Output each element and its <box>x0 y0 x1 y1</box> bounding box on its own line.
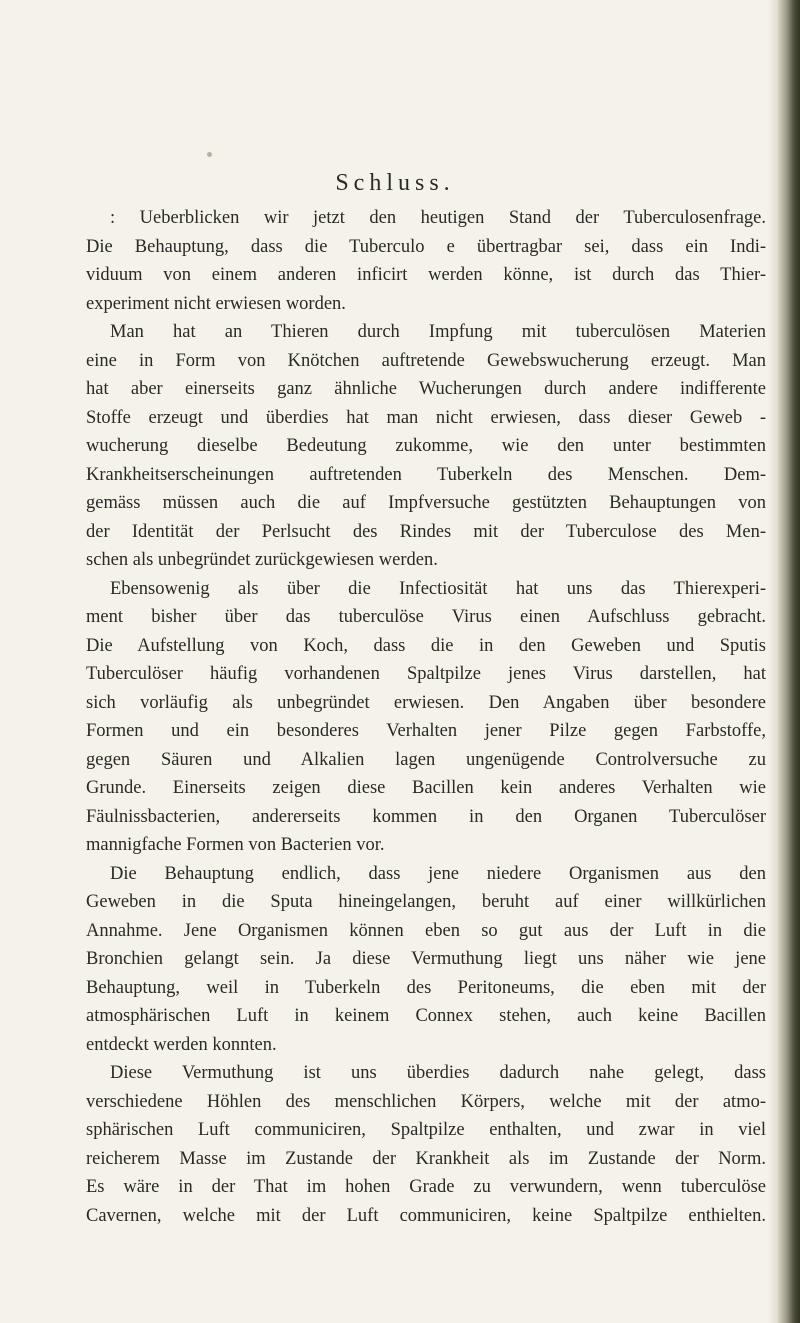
text-line: Formen und ein besonderes Verhalten jener Pilze gegen Farbstoffe, <box>86 721 766 741</box>
text-line: Behauptung, weil in Tuberkeln des Peritoneums, die eben mit der <box>86 977 766 998</box>
text-line: Man hat an Thieren durch Impfung mit tuberculösen Materien <box>110 322 766 342</box>
text-line: ment bisher über das tuberculöse Virus einen Aufschluss gebracht. <box>86 607 766 627</box>
text-line: Bronchien gelangt sein. Ja diese Vermuthung liegt uns näher wie jene <box>86 949 766 969</box>
text-line: : Ueberblicken wir jetzt den heutigen Stand der Tuberculosenfrage. <box>110 208 766 228</box>
page-shadow <box>768 0 778 1323</box>
text-line: verschiedene Höhlen des menschlichen Körpers, welche mit der atmo- <box>86 1091 766 1112</box>
text-line: Cavernen, welche mit der Luft communiciren, keine Spaltpilze enthielten. <box>86 1205 766 1226</box>
text-line: Es wäre in der That im hohen Grade zu verwundern, wenn tuberculöse <box>86 1177 766 1197</box>
body-text <box>86 204 766 1230</box>
text-line: Geweben in die Sputa hineingelangen, beruht auf einer willkürlichen <box>86 892 766 912</box>
text-line: Ebensowenig als über die Infectiosität hat uns das Thierexperi- <box>110 578 766 599</box>
text-line: Die Behauptung endlich, dass jene niedere Organismen aus den <box>110 863 766 884</box>
text-line: Die Aufstellung von Koch, dass die in den Geweben und Sputis <box>86 635 766 656</box>
text-line: der Identität der Perlsucht des Rindes mit der Tuberculose des Men- <box>86 521 766 542</box>
text-line: Die Behauptung, dass die Tuberculo e übertragbar sei, dass ein Indi- <box>86 236 766 257</box>
text-line: Stoffe erzeugt und überdies hat man nicht erwiesen, dass dieser Geweb - <box>86 407 766 428</box>
text-line: sphärischen Luft communiciren, Spaltpilze enthalten, und zwar in viel <box>86 1120 766 1140</box>
text-line: hat aber einerseits ganz ähnliche Wucherungen durch andere indifferente <box>86 379 766 399</box>
text-line: Fäulnissbacterien, andererseits kommen in den Organen Tuberculöser <box>86 806 766 827</box>
text-line: mannigfache Formen von Bacterien vor. <box>86 835 385 855</box>
text-line: Annahme. Jene Organismen können eben so gut aus der Luft in die <box>86 920 766 941</box>
ink-speck <box>207 152 212 157</box>
text-line: experiment nicht erwiesen worden. <box>86 293 346 314</box>
text-line: gegen Säuren und Alkalien lagen ungenügende Controlversuche zu <box>86 749 766 770</box>
text-line: schen als unbegründet zurückgewiesen werden. <box>86 550 438 570</box>
text-line: eine in Form von Knötchen auftretende Gewebswucherung erzeugt. Man <box>86 350 766 371</box>
text-line: entdeckt werden konnten. <box>86 1034 277 1055</box>
text-line: Grunde. Einerseits zeigen diese Bacillen kein anderes Verhalten wie <box>86 778 766 798</box>
section-heading: Schluss. <box>335 170 455 196</box>
text-line: Tuberculöser häufig vorhandenen Spaltpilze jenes Virus darstellen, hat <box>86 664 766 684</box>
text-line: wucherung dieselbe Bedeutung zukomme, wie den unter bestimmten <box>86 436 766 456</box>
text-line: Krankheitserscheinungen auftretenden Tuberkeln des Menschen. Dem- <box>86 464 766 485</box>
text-line: viduum von einem anderen inficirt werden könne, ist durch das Thier- <box>86 265 766 285</box>
text-line: gemäss müssen auch die auf Impfversuche gestützten Behauptungen von <box>86 493 766 513</box>
page-edge <box>778 0 800 1323</box>
text-line: reicherem Masse im Zustande der Krankheit als im Zustande der Norm. <box>86 1148 766 1169</box>
text-line: Diese Vermuthung ist uns überdies dadurch nahe gelegt, dass <box>110 1063 766 1083</box>
text-line: sich vorläufig als unbegründet erwiesen. Den Angaben über besondere <box>86 692 766 713</box>
text-line: atmosphärischen Luft in keinem Connex stehen, auch keine Bacillen <box>86 1006 766 1026</box>
